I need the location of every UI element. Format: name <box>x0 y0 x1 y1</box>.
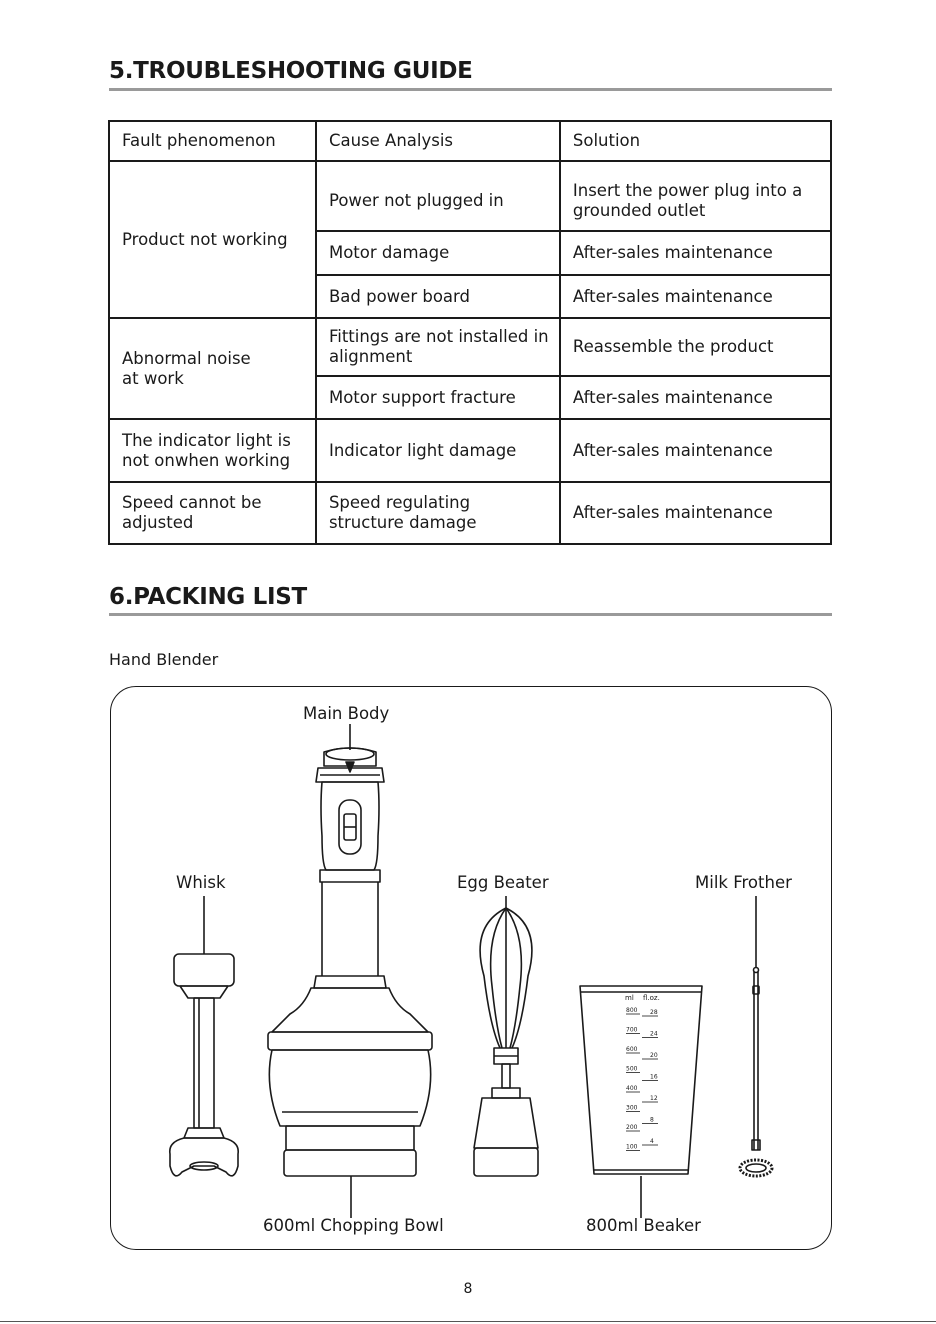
label-whisk: Whisk <box>176 873 226 892</box>
packing-title: 6.PACKING LIST <box>109 584 307 610</box>
troubleshooting-table <box>108 120 832 545</box>
page-number: 8 <box>463 1281 473 1297</box>
header-fault: Fault phenomenon <box>109 121 316 161</box>
table-row <box>109 318 831 376</box>
cause-cell <box>316 482 560 544</box>
milk-frother-illustration <box>740 968 772 1177</box>
beaker-oz-mark: 4 <box>650 1138 654 1145</box>
fault-text: Speed cannot be adjusted <box>122 493 262 532</box>
main-body-illustration <box>316 748 384 976</box>
beaker-ml-mark: 100 <box>626 1143 638 1151</box>
beaker-ml-mark: 300 <box>626 1104 638 1112</box>
beaker-oz-header: fl.oz. <box>643 994 660 1002</box>
beaker-oz-mark: 24 <box>650 1030 658 1038</box>
beaker-oz-mark: 16 <box>650 1073 658 1081</box>
solution-cell: After-sales maintenance <box>560 376 831 419</box>
beaker-ml-mark: 600 <box>626 1046 638 1053</box>
solution-cell: After-sales maintenance <box>560 231 831 275</box>
header-cause: Cause Analysis <box>316 121 560 161</box>
beaker-ml-mark: 700 <box>626 1026 638 1034</box>
cause-cell <box>316 318 560 376</box>
beaker-ml-mark: 800 <box>626 1007 638 1014</box>
cause-cell: Power not plugged in <box>316 161 560 231</box>
beaker-oz-mark: 12 <box>650 1095 658 1102</box>
troubleshooting-title: 5.TROUBLESHOOTING GUIDE <box>109 58 473 84</box>
beaker-illustration <box>580 986 702 1174</box>
fault-cell: Product not working <box>109 161 316 318</box>
fault-text: The indicator light is not onwhen working <box>122 430 291 470</box>
cause-cell: Motor damage <box>316 231 560 275</box>
solution-cell: Insert the power plug into a grounded outlet <box>560 161 831 231</box>
solution-cell: After-sales maintenance <box>560 482 831 544</box>
beaker-scale <box>626 1007 658 1151</box>
label-beaker: 800ml Beaker <box>586 1216 701 1235</box>
solution-cell: After-sales maintenance <box>560 275 831 318</box>
solution-cell: After-sales maintenance <box>560 419 831 482</box>
label-milk-frother: Milk Frother <box>695 873 792 892</box>
fault-cell <box>109 419 316 482</box>
cause-cell: Bad power board <box>316 275 560 318</box>
beaker-oz-mark: 28 <box>650 1009 658 1016</box>
chopping-bowl-illustration <box>268 976 432 1176</box>
fault-cell <box>109 482 316 544</box>
cause-cell: Indicator light damage <box>316 419 560 482</box>
table-header-row <box>109 121 831 161</box>
troubleshooting-heading <box>109 58 832 84</box>
egg-beater-illustration <box>474 908 538 1176</box>
label-egg-beater: Egg Beater <box>457 873 549 892</box>
beaker-ml-mark: 500 <box>626 1065 638 1073</box>
fault-text: Abnormal noise at work <box>122 348 251 388</box>
beaker-ml-header: ml <box>625 994 634 1002</box>
heading-rule <box>109 613 832 616</box>
beaker-oz-mark: 8 <box>650 1116 654 1124</box>
fault-cell <box>109 318 316 419</box>
header-solution: Solution <box>560 121 831 161</box>
table-row <box>109 419 831 482</box>
whisk-illustration <box>170 954 238 1176</box>
cause-text: Fittings are not installed in alignment <box>328 327 549 366</box>
table-row <box>109 482 831 544</box>
table-row <box>109 161 831 231</box>
page-bottom-rule <box>0 1321 936 1322</box>
cause-text: Speed regulating structure damage <box>328 493 477 532</box>
beaker-ml-mark: 400 <box>626 1085 638 1092</box>
packing-subtitle: Hand Blender <box>109 650 219 669</box>
heading-rule <box>109 88 832 91</box>
solution-cell: Reassemble the product <box>560 318 831 376</box>
beaker-ml-mark: 200 <box>626 1124 638 1131</box>
cause-cell: Motor support fracture <box>316 376 560 419</box>
packing-illustration <box>110 686 830 1248</box>
label-chopping-bowl: 600ml Chopping Bowl <box>263 1216 444 1235</box>
label-main-body: Main Body <box>303 704 390 723</box>
beaker-oz-mark: 20 <box>650 1052 658 1059</box>
packing-heading <box>109 584 832 610</box>
